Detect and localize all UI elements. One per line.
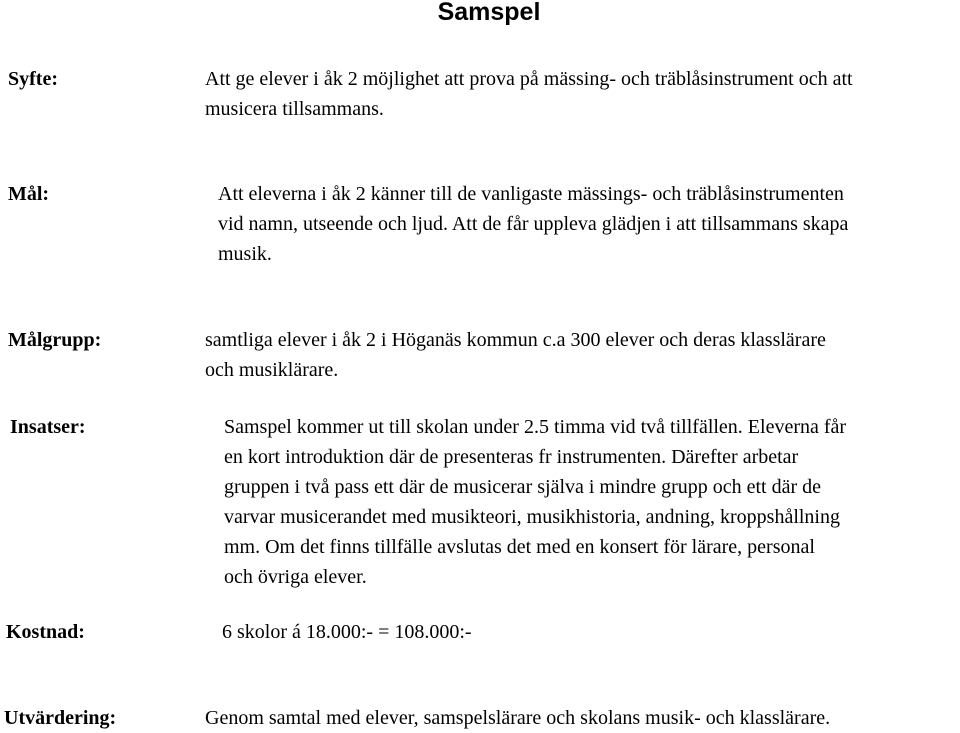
syfte-line: musicera tillsammans. xyxy=(205,98,384,120)
utvardering-line: Genom samtal med elever, samspelslärare och skolans musik- och klasslärare. xyxy=(205,707,831,729)
mal-line: Att eleverna i åk 2 känner till de vanligaste mässings- och träblåsinstrumenten xyxy=(218,183,844,205)
utvardering-text xyxy=(205,703,830,733)
document-title: Samspel xyxy=(437,0,541,26)
insatser-line: en kort introduktion där de presenteras fr instrumenten. Därefter arbetar xyxy=(224,446,799,468)
insatser-label: Insatser: xyxy=(10,416,86,438)
mal-label: Mål: xyxy=(8,183,50,205)
insatser-line: varvar musicerandet med musikteori, musikhistoria, andning, kroppshållning xyxy=(224,506,840,528)
insatser-line: och övriga elever. xyxy=(224,566,367,588)
utvardering-label: Utvärdering: xyxy=(4,707,117,729)
syfte-text xyxy=(205,64,853,124)
mal-line: vid namn, utseende och ljud. Att de får uppleva glädjen i att tillsammans skapa xyxy=(218,213,849,235)
mal-line: musik. xyxy=(218,243,272,265)
malgrupp-line: och musiklärare. xyxy=(205,359,339,381)
mal-text xyxy=(218,179,848,269)
malgrupp-text xyxy=(205,325,826,385)
syfte-line: Att ge elever i åk 2 möjlighet att prova på mässing- och träblåsinstrument och att xyxy=(205,68,853,90)
malgrupp-line: samtliga elever i åk 2 i Höganäs kommun c.a 300 elever och deras klasslärare xyxy=(205,329,826,351)
insatser-line: mm. Om det finns tillfälle avslutas det med en konsert för lärare, personal xyxy=(224,536,815,558)
insatser-line: gruppen i två pass ett där de musicerar själva i mindre grupp och ett där de xyxy=(224,476,822,498)
kostnad-line: 6 skolor á 18.000:- = 108.000:- xyxy=(222,621,472,643)
syfte-label: Syfte: xyxy=(8,68,58,90)
kostnad-text xyxy=(222,617,472,647)
insatser-text xyxy=(224,412,846,592)
insatser-line: Samspel kommer ut till skolan under 2.5 timma vid två tillfällen. Eleverna får xyxy=(224,416,847,438)
kostnad-label: Kostnad: xyxy=(6,621,85,643)
malgrupp-label: Målgrupp: xyxy=(8,329,102,351)
